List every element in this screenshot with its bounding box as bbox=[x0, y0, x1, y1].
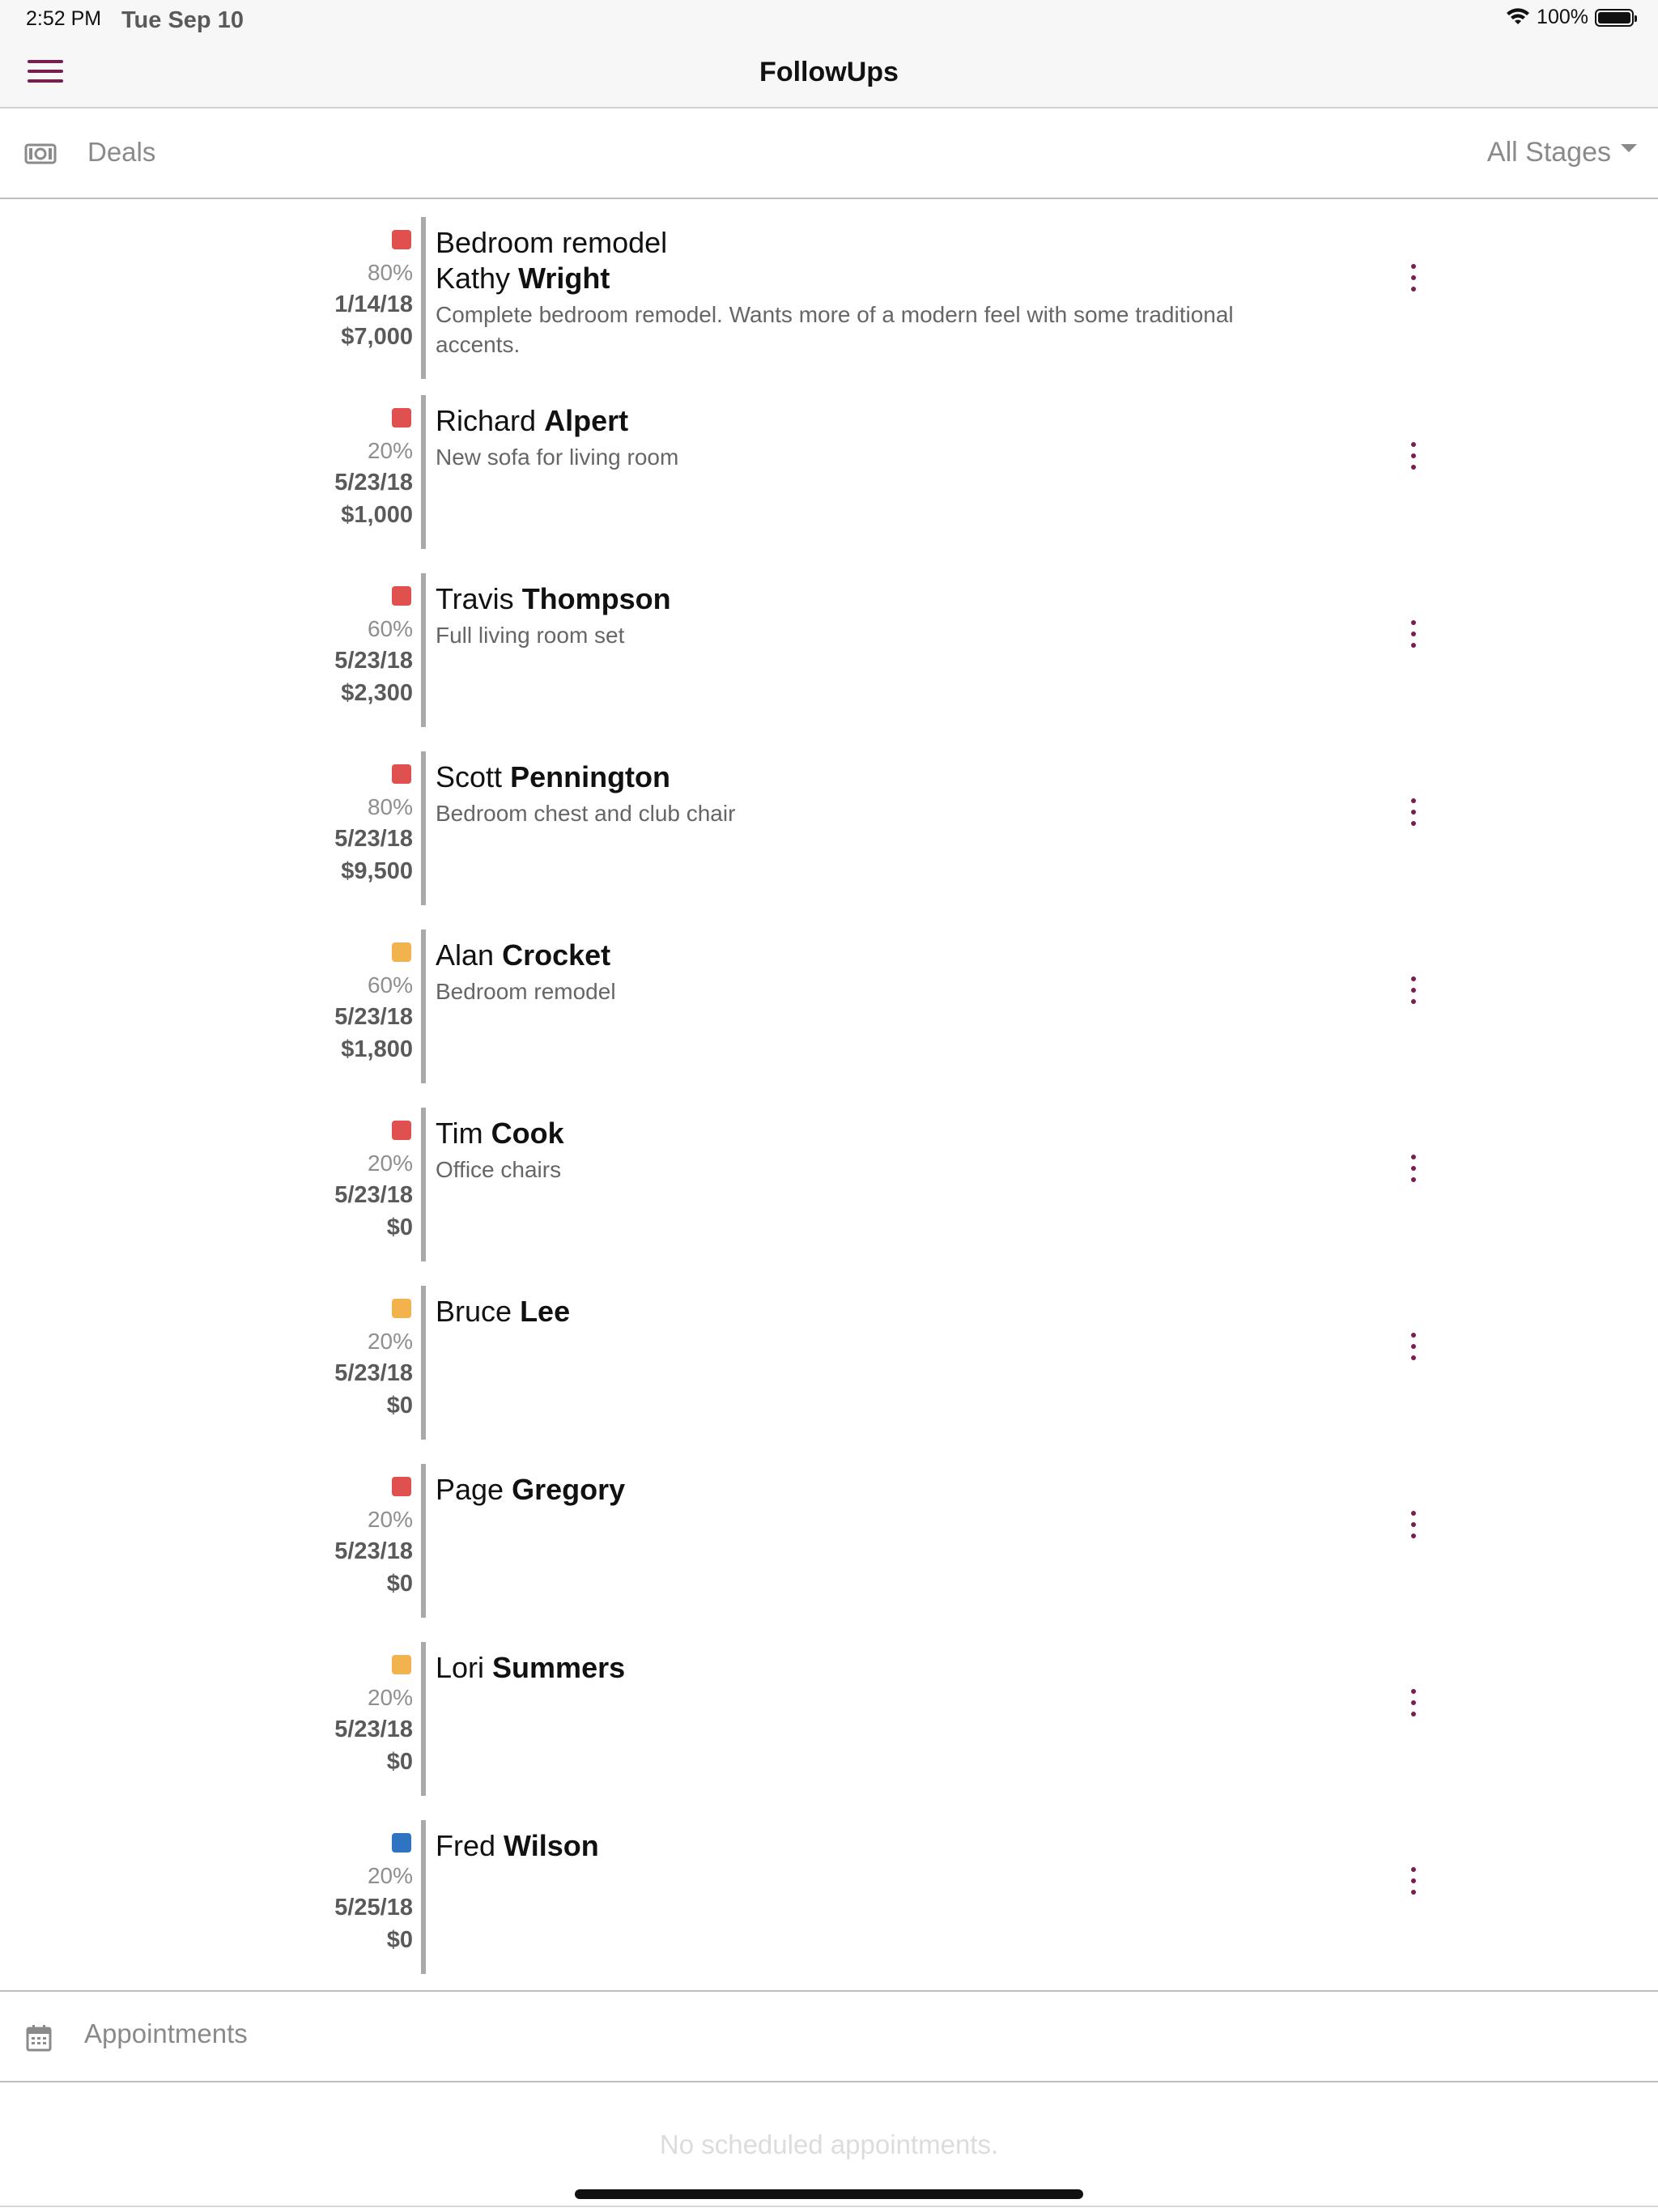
status-dot bbox=[392, 408, 411, 428]
deal-amount: $0 bbox=[386, 1214, 413, 1240]
deal-contact bbox=[436, 403, 1286, 439]
deal-amount: $9,500 bbox=[341, 858, 413, 884]
deal-contact bbox=[436, 1828, 1286, 1864]
deal-row[interactable] bbox=[0, 557, 1658, 727]
deal-date: 5/23/18 bbox=[334, 648, 413, 674]
contact-last-name: Alpert bbox=[544, 404, 629, 437]
contact-last-name: Lee bbox=[520, 1295, 571, 1328]
contact-first-name: Scott bbox=[436, 760, 503, 793]
deal-row[interactable] bbox=[0, 1091, 1658, 1261]
deal-date: 1/14/18 bbox=[334, 291, 413, 317]
deal-divider bbox=[421, 1464, 426, 1618]
contact-first-name: Lori bbox=[436, 1651, 485, 1684]
deal-description: Bedroom remodel bbox=[436, 979, 616, 1004]
deal-date: 5/23/18 bbox=[334, 1182, 413, 1208]
contact-first-name: Page bbox=[436, 1473, 504, 1506]
stage-filter-value: All Stages bbox=[1486, 137, 1611, 168]
deal-probability: 80% bbox=[367, 260, 413, 285]
deal-amount: $1,000 bbox=[341, 502, 413, 528]
status-dot bbox=[392, 1299, 411, 1318]
deal-content bbox=[436, 938, 1286, 1006]
status-time: 2:52 PM bbox=[26, 7, 102, 30]
more-options-icon[interactable] bbox=[1405, 262, 1422, 295]
bottom-divider bbox=[0, 2206, 1658, 2207]
status-dot bbox=[392, 942, 411, 962]
home-indicator bbox=[575, 2189, 1083, 2199]
contact-first-name: Alan bbox=[436, 938, 495, 972]
status-date: Tue Sep 10 bbox=[121, 7, 244, 33]
deal-description: New sofa for living room bbox=[436, 445, 679, 470]
deal-probability: 20% bbox=[367, 1685, 413, 1710]
deal-divider bbox=[421, 1820, 426, 1974]
money-icon bbox=[24, 143, 57, 165]
deal-date: 5/23/18 bbox=[334, 1004, 413, 1030]
deal-probability: 20% bbox=[367, 438, 413, 463]
deal-probability: 60% bbox=[367, 616, 413, 641]
deal-row[interactable] bbox=[0, 379, 1658, 549]
status-dot bbox=[392, 586, 411, 606]
wifi-icon bbox=[1506, 8, 1530, 28]
deal-divider bbox=[421, 573, 426, 727]
deal-amount: $0 bbox=[386, 1927, 413, 1953]
deal-divider bbox=[421, 1286, 426, 1440]
deal-row[interactable] bbox=[0, 735, 1658, 905]
status-dot bbox=[392, 1477, 411, 1496]
deal-divider bbox=[421, 1642, 426, 1796]
caret-down-icon bbox=[1621, 144, 1637, 152]
deal-contact bbox=[436, 1116, 1286, 1151]
deal-contact bbox=[436, 759, 1286, 795]
deal-title: Bedroom remodel bbox=[436, 226, 668, 259]
no-appointments-message: No scheduled appointments. bbox=[659, 2129, 999, 2159]
page-title: FollowUps bbox=[759, 57, 899, 87]
deal-content bbox=[436, 1294, 1286, 1329]
deal-divider bbox=[421, 1108, 426, 1261]
contact-last-name: Pennington bbox=[510, 760, 671, 793]
contact-first-name: Richard bbox=[436, 404, 537, 437]
status-dot bbox=[392, 764, 411, 784]
contact-first-name: Tim bbox=[436, 1117, 483, 1150]
deal-contact bbox=[436, 1472, 1286, 1508]
deal-divider bbox=[421, 929, 426, 1083]
deals-label: Deals bbox=[87, 137, 156, 167]
contact-last-name: Gregory bbox=[512, 1473, 626, 1506]
deal-date: 5/25/18 bbox=[334, 1895, 413, 1921]
deal-description: Office chairs bbox=[436, 1157, 562, 1182]
deal-content bbox=[436, 1116, 1286, 1185]
deal-amount: $2,300 bbox=[341, 680, 413, 706]
deal-date: 5/23/18 bbox=[334, 826, 413, 852]
contact-last-name: Cook bbox=[491, 1117, 564, 1150]
more-options-icon[interactable] bbox=[1405, 1687, 1422, 1720]
deal-amount: $0 bbox=[386, 1393, 413, 1419]
deal-content bbox=[436, 1650, 1286, 1686]
contact-last-name: Summers bbox=[492, 1651, 626, 1684]
stage-filter-dropdown[interactable] bbox=[1487, 137, 1637, 168]
contact-last-name: Wilson bbox=[504, 1829, 599, 1862]
deal-row[interactable] bbox=[0, 1270, 1658, 1440]
deal-probability: 20% bbox=[367, 1863, 413, 1888]
more-options-icon[interactable] bbox=[1405, 1153, 1422, 1185]
deal-row[interactable] bbox=[0, 913, 1658, 1083]
more-options-icon[interactable] bbox=[1405, 619, 1422, 651]
battery-percent: 100% bbox=[1537, 6, 1588, 28]
deal-row[interactable] bbox=[0, 1448, 1658, 1618]
deal-date: 5/23/18 bbox=[334, 1538, 413, 1564]
deal-contact bbox=[436, 581, 1286, 617]
deal-amount: $7,000 bbox=[341, 324, 413, 350]
deal-content bbox=[436, 1828, 1286, 1864]
deal-description: Complete bedroom remodel. Wants more of a modern feel with some traditional accents. bbox=[436, 302, 1234, 357]
status-dot bbox=[392, 1121, 411, 1140]
contact-first-name: Kathy bbox=[436, 262, 511, 295]
deal-content bbox=[436, 225, 1286, 359]
deal-contact bbox=[436, 1294, 1286, 1329]
contact-last-name: Crocket bbox=[502, 938, 611, 972]
more-options-icon[interactable] bbox=[1405, 1509, 1422, 1542]
deal-description: Full living room set bbox=[436, 623, 625, 648]
deals-header bbox=[0, 110, 1658, 199]
deal-probability: 60% bbox=[367, 972, 413, 998]
contact-first-name: Bruce bbox=[436, 1295, 512, 1328]
deal-description: Bedroom chest and club chair bbox=[436, 801, 736, 826]
deal-row[interactable] bbox=[0, 1626, 1658, 1796]
deal-content bbox=[436, 1472, 1286, 1508]
status-dot bbox=[392, 1655, 411, 1674]
navigation-bar bbox=[0, 39, 1658, 108]
more-options-icon[interactable] bbox=[1405, 975, 1422, 1007]
status-bar bbox=[0, 0, 1658, 39]
deal-probability: 20% bbox=[367, 1329, 413, 1354]
calendar-icon bbox=[26, 2024, 52, 2052]
deal-row[interactable] bbox=[0, 201, 1658, 371]
deal-row[interactable] bbox=[0, 1804, 1658, 1974]
deal-content bbox=[436, 581, 1286, 650]
deal-date: 5/23/18 bbox=[334, 1716, 413, 1742]
deal-probability: 80% bbox=[367, 794, 413, 819]
deal-probability: 20% bbox=[367, 1507, 413, 1532]
contact-last-name: Thompson bbox=[521, 582, 671, 615]
deal-contact bbox=[436, 261, 1286, 296]
battery-icon bbox=[1595, 9, 1634, 27]
status-right bbox=[1506, 6, 1634, 29]
more-options-icon[interactable] bbox=[1405, 797, 1422, 829]
contact-last-name: Wright bbox=[518, 262, 610, 295]
status-dot bbox=[392, 230, 411, 249]
appointments-header bbox=[0, 1990, 1658, 2082]
contact-first-name: Fred bbox=[436, 1829, 496, 1862]
deal-content bbox=[436, 759, 1286, 828]
deal-divider bbox=[421, 395, 426, 549]
deal-contact bbox=[436, 1650, 1286, 1686]
more-options-icon[interactable] bbox=[1405, 1865, 1422, 1898]
more-options-icon[interactable] bbox=[1405, 440, 1422, 473]
deal-divider bbox=[421, 751, 426, 905]
deal-amount: $0 bbox=[386, 1571, 413, 1597]
contact-first-name: Travis bbox=[436, 582, 514, 615]
deal-content bbox=[436, 403, 1286, 472]
status-dot bbox=[392, 1833, 411, 1853]
deal-divider bbox=[421, 217, 426, 379]
more-options-icon[interactable] bbox=[1405, 1331, 1422, 1363]
deal-probability: 20% bbox=[367, 1151, 413, 1176]
deal-contact bbox=[436, 938, 1286, 973]
appointments-label: Appointments bbox=[84, 2018, 248, 2048]
deal-date: 5/23/18 bbox=[334, 1360, 413, 1386]
deal-amount: $0 bbox=[386, 1749, 413, 1775]
deal-date: 5/23/18 bbox=[334, 470, 413, 496]
deal-amount: $1,800 bbox=[341, 1036, 413, 1062]
